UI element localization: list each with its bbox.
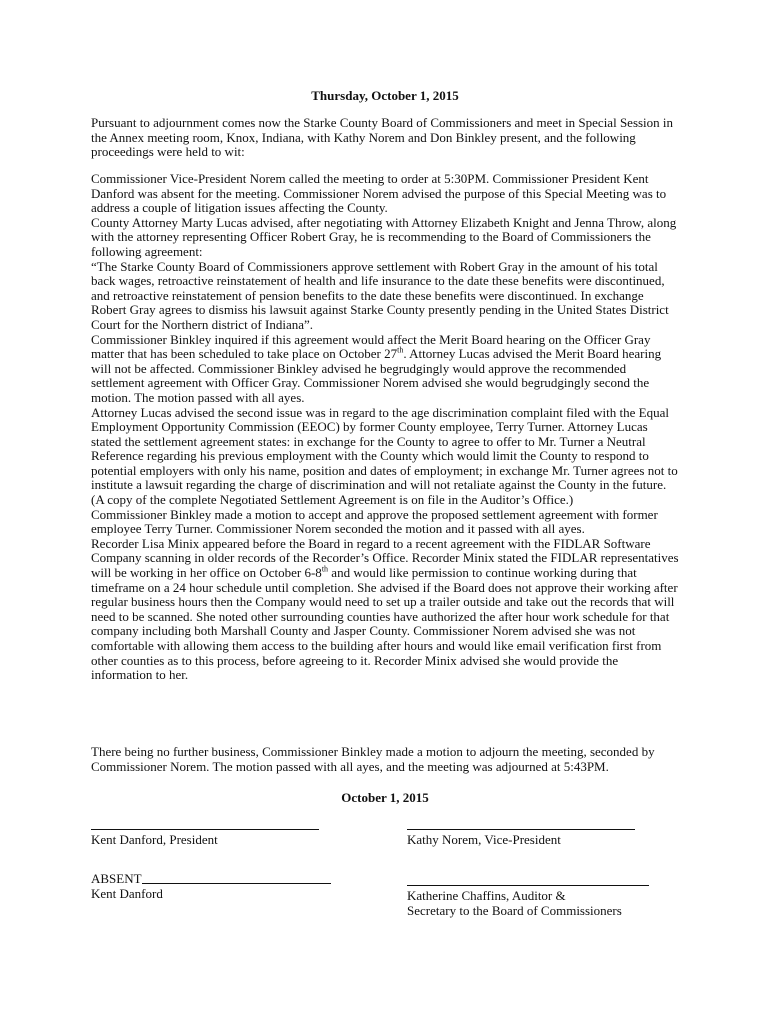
signature-label-vice-president: Kathy Norem, Vice-President: [407, 832, 561, 847]
signature-line: [407, 885, 649, 886]
merit-board-text-b: . Attorney Lucas advised the Merit Board hearing will not be affected. Commissioner Binkley advised he begrudgingly would approve the recommended settlement agreement with Officer Gray. Commissioner Norem advised she would begrudgingly second the motion. The motion passed with all ayes.: [91, 346, 662, 405]
signature-label-absent: Kent Danford: [91, 886, 163, 901]
signature-line: [407, 829, 635, 830]
superscript-th: th: [397, 345, 404, 355]
proceedings-paragraph-recorder: [91, 537, 679, 683]
signature-line: [91, 829, 319, 830]
proceedings-section: [91, 172, 679, 683]
intro-paragraph: [91, 116, 679, 160]
superscript-th: th: [321, 564, 329, 574]
adjournment-text: There being no further business, Commissioner Binkley made a motion to adjourn the meeting, seconded by Commissioner Norem. The motion passed with all ayes, and the meeting was adjourned at 5:43PM.: [91, 744, 655, 774]
proceedings-paragraph-merit-board: [91, 333, 679, 406]
proceedings-paragraph-gray-settlement: “The Starke County Board of Commissioners approve settlement with Robert Gray in the amount of his total back wages, retroactive reinstatement of health and life insurance to the date these benefits were discontinued, and retroactive reinstatement of pension benefits to the date these benefits were discontinued. In exchange Robert Gray agrees to dismiss his lawsuit against Starke County presently pending in the United States District Court for the Northern district of Indiana”.: [91, 258, 669, 332]
recorder-text-b: and would like permission to continue working during that timeframe on a 24 hour schedule until completion. She advised if the Board does not approve their working after regular business hours then the Company would need to set up a trailer outside and take out the records that will need to be scanned. She noted other surrounding counties have authorized the after hour work schedule for that company including both Marshall County and Jasper County. Commissioner Norem advised she was not comfortable with allowing them access to the building after hours and would like email verification first from other counties as to this process, before agreeing to it. Recorder Minix advised she would provide the information to her.: [91, 565, 678, 683]
signature-label-president: Kent Danford, President: [91, 832, 218, 847]
proceedings-paragraph-attorney-recommendation: County Attorney Marty Lucas advised, after negotiating with Attorney Elizabeth Knight and Jenna Throw, along with the attorney representing Officer Robert Gray, he is recommending to the Board of Commissioners the following agreement:: [91, 214, 677, 259]
absent-label: ABSENT: [91, 871, 142, 886]
proceedings-paragraph-turner-motion: Commissioner Binkley made a motion to accept and approve the proposed settlement agreement with former employee Terry Turner. Commissioner Norem seconded the motion and it passed with all ayes.: [91, 506, 658, 537]
meeting-date-heading: Thursday, October 1, 2015: [311, 88, 459, 103]
signature-line: [142, 883, 331, 884]
signature-president: [91, 829, 319, 847]
merit-board-text-a: Commissioner Binkley inquired if this agreement would affect the Merit Board hearing on the Officer Gray matter that has been scheduled to take place on October 27: [91, 331, 651, 362]
signature-vice-president: [407, 829, 635, 847]
signature-label-auditor-line1: Katherine Chaffins, Auditor &: [407, 888, 566, 903]
absent-row: [91, 871, 331, 886]
proceedings-paragraph-eeoc: Attorney Lucas advised the second issue was in regard to the age discrimination complaint filed with the Equal Employment Opportunity Commission (EEOC) by former County employee, Terry Turner. Attorney Lucas stated the settlement agreement states: in exchange for the County to agree to offer to Mr. Turner a Neutral Reference regarding his previous employment with the County which would limit the County to respond to potential employers with only his name, position and dates of employment; in exchange Mr. Turner agrees not to institute a lawsuit regarding the charge of discrimination and will not retaliate against the County in the future. (A copy of the complete Negotiated Settlement Agreement is on file in the Auditor’s Office.): [91, 404, 678, 508]
signature-auditor: [407, 871, 667, 918]
adjournment-paragraph: [91, 745, 679, 774]
signature-label-auditor-line2: Secretary to the Board of Commissioners: [407, 903, 622, 918]
signature-absent: [91, 871, 331, 901]
proceedings-paragraph-call-to-order: Commissioner Vice-President Norem called the meeting to order at 5:30PM. Commissioner President Kent Danford was absent for the meeting. Commissioner Norem advised the purpose of this Special Meeting was to address a couple of litigation issues affecting the County.: [91, 171, 667, 216]
closing-date: October 1, 2015: [341, 790, 429, 805]
recorder-text-a: Recorder Lisa Minix appeared before the Board in regard to a recent agreement with the FIDLAR Software Company scanning in older records of the Recorder’s Office. Recorder Minix stated the FIDLAR representatives will be working in her office on October 6-8: [91, 535, 679, 581]
intro-text: Pursuant to adjournment comes now the Starke County Board of Commissioners and meet in Special Session in the Annex meeting room, Knox, Indiana, with Kathy Norem and Don Binkley present, and the following proceedings were held to wit:: [91, 115, 674, 160]
